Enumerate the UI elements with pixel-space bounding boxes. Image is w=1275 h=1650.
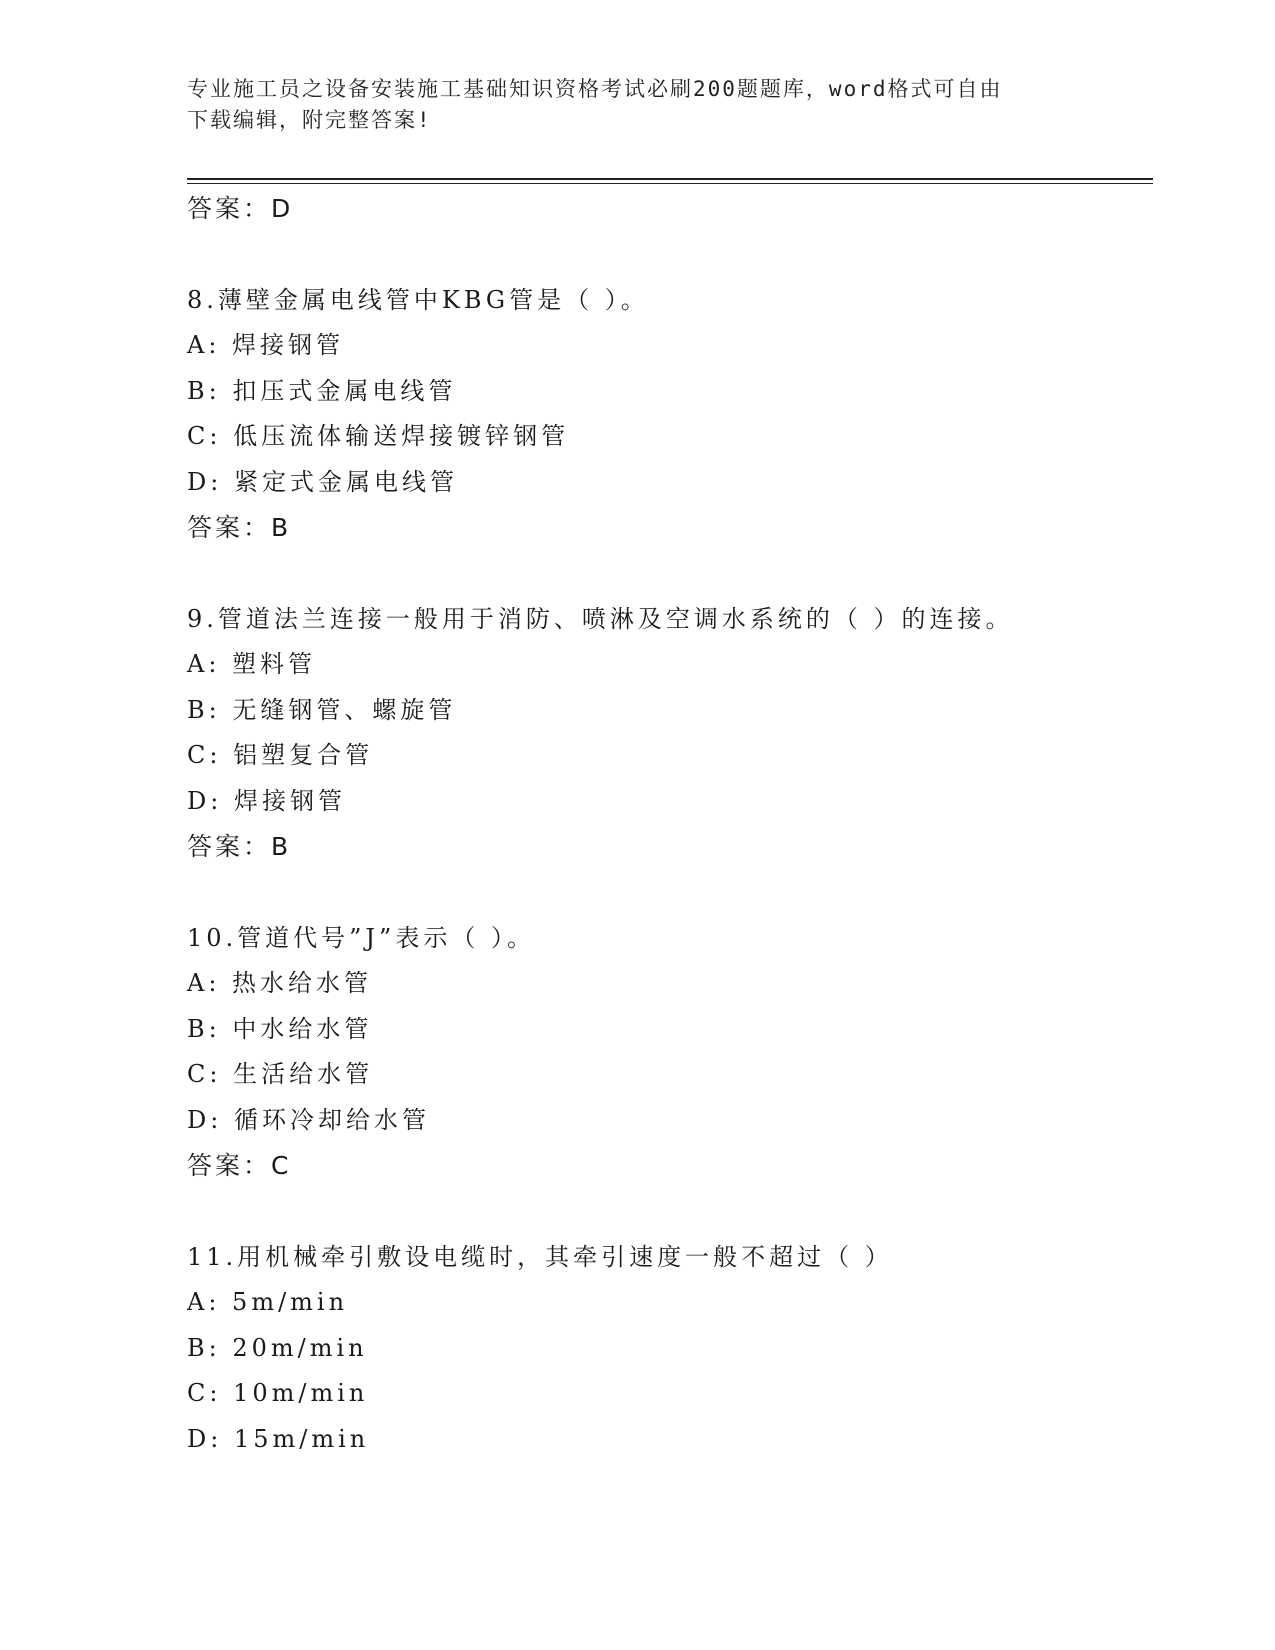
option-c: C: 生活给水管 — [187, 1060, 374, 1088]
option-b: B: 中水给水管 — [187, 1014, 373, 1043]
option-c: C: 铝塑复合管 — [187, 741, 374, 769]
option-d: D: 焊接钢管 — [187, 786, 346, 815]
question-stem: 10.管道代号”J”表示（ ）。 — [187, 923, 535, 952]
spacer — [187, 551, 1153, 597]
spacer — [187, 870, 1153, 916]
option-a: A: 塑料管 — [187, 650, 317, 678]
spacer — [187, 1189, 1153, 1235]
question-block — [187, 916, 1153, 1189]
option-c: C: 10m/min — [187, 1379, 369, 1407]
question-content — [187, 186, 1153, 1462]
option-a: A: 5m/min — [187, 1288, 349, 1316]
answer-line: 答案：D — [187, 194, 294, 223]
header-rule-thin — [187, 183, 1153, 184]
header-rule-thick — [187, 178, 1153, 180]
question-block — [187, 597, 1153, 870]
option-d: D: 循环冷却给水管 — [187, 1105, 430, 1134]
spacer — [187, 232, 1153, 278]
answer-line: 答案：B — [187, 832, 292, 861]
answer-line: 答案：C — [187, 1151, 292, 1180]
option-a: A: 焊接钢管 — [187, 331, 345, 359]
option-b: B: 无缝钢管、螺旋管 — [187, 695, 457, 724]
question-stem: 8.薄壁金属电线管中KBG管是（ ）。 — [187, 285, 649, 314]
document-header — [187, 74, 1067, 136]
question-block — [187, 278, 1153, 551]
answer-line: 答案：B — [187, 513, 292, 542]
option-d: D: 紧定式金属电线管 — [187, 467, 458, 496]
header-line-2: 下载编辑，附完整答案! — [187, 108, 432, 132]
option-b: B: 扣压式金属电线管 — [187, 376, 457, 405]
question-stem: 9.管道法兰连接一般用于消防、喷淋及空调水系统的（ ）的连接。 — [187, 604, 1014, 633]
option-c: C: 低压流体输送焊接镀锌钢管 — [187, 422, 570, 450]
question-block — [187, 1235, 1153, 1463]
option-d: D: 15m/min — [187, 1424, 370, 1453]
option-a: A: 热水给水管 — [187, 969, 373, 997]
question-stem: 11.用机械牵引敷设电缆时，其牵引速度一般不超过（ ） — [187, 1242, 893, 1271]
header-line-1: 专业施工员之设备安装施工基础知识资格考试必刷200题题库，word格式可自由 — [187, 77, 1003, 101]
option-b: B: 20m/min — [187, 1333, 368, 1362]
